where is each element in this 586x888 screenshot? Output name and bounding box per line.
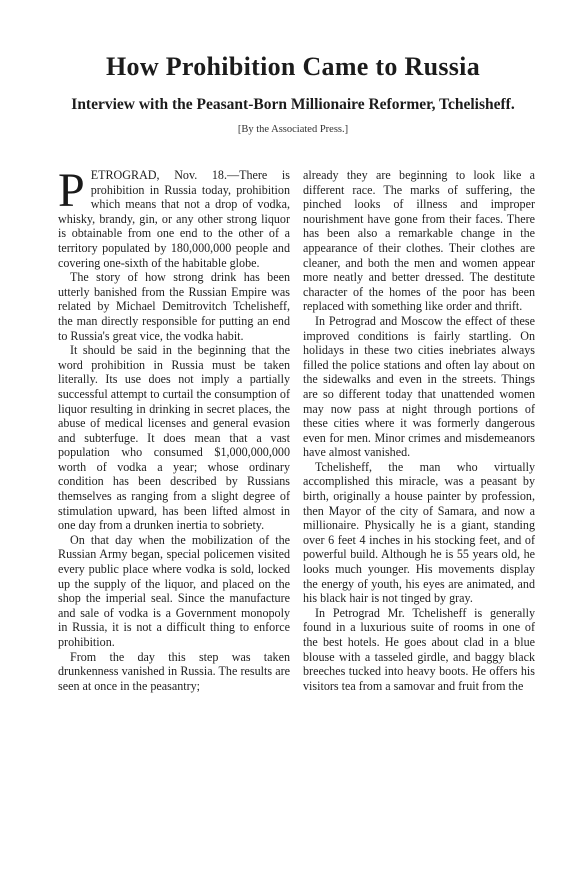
paragraph: already they are beginning to look like a different race. The marks of suffering, the pinched looks of illness and improper nourishment have gone from their faces. There has been also a remarkable change in the appearance of their clothes. Their clothes are cleaner, and both the men and women appear more neatly and better dressed. The destitute character of the homes of the poor has been replaced with something like order and thrift. — [303, 168, 535, 314]
paragraph: From the day this step was taken drunkenness vanished in Russia. The results are seen at once in the peasantry; — [58, 649, 290, 693]
left-column — [58, 164, 290, 693]
paragraph: Tchelisheff, the man who virtually accomplished this miracle, was a peasant by birth, originally a house painter by profession, then Mayor of the city of Samara, and now a millionaire. Physically he is a giant, standing over 6 feet 4 inches in his stocking feet, and of powerful build. Although he is 55 years old, he looks much younger. His movements display the energy of youth, his eyes are animated, and his black hair is not tinged by gray. — [303, 459, 535, 606]
paragraph: In Petrograd and Moscow the effect of these improved conditions is fairly startling. On holidays in these two cities inebriates always filled the police stations and often lay about on the sidewalks and even in the streets. Things are so different today that unattended women may now pass at night through portions of these cities where it was formerly dangerous even for men. Minor crimes and misdemeanors have almost vanished. — [303, 313, 535, 460]
paragraph — [58, 164, 290, 270]
paragraph: In Petrograd Mr. Tchelisheff is generally found in a luxurious suite of rooms in one of the best hotels. He goes about clad in a blue blouse with a tasseled girdle, and baggy black breeches tucked into heavy boots. He offers his visitors tea from a samovar and fruit from the — [303, 605, 535, 693]
paragraph: On that day when the mobilization of the Russian Army began, special policemen visited every public place where vodka is sold, locked up the supply of the liquor, and placed on the shop the imperial seal. Since the manufacture and sale of vodka is a Government monopoly in Russia, it is not a difficult thing to enforce prohibition. — [58, 532, 290, 649]
paragraph: The story of how strong drink has been utterly banished from the Russian Empire was related by Michael Demitrovitch Tchelisheff, the man directly responsible for putting an end to Russia's great vice, the vodka habit. — [58, 270, 290, 343]
article-byline: [By the Associated Press.] — [237, 124, 349, 135]
paragraph: It should be said in the beginning that the word prohibition in Russia must be taken literally. Its use does not imply a partially successful attempt to curtail the consumption of liquor resulting in drinking in secret places, the abuse of medical licenses and general evasion and subterfuge. It does mean that a vast population who consumed $1,000,000,000 worth of vodka a year; whose ordinary condition has been described by Russians themselves as ranging from a slight degree of stimulation upward, has been lifted almost in one day from a drunken inertia to sobriety. — [58, 343, 290, 533]
right-column — [303, 168, 535, 693]
drop-cap: P — [58, 164, 85, 217]
article-subtitle: Interview with the Peasant-Born Millionaire Reformer, Tchelisheff. — [71, 96, 515, 113]
paragraph-text: ETROGRAD, Nov. 18.—There is prohibition in Russia today, prohibition which means that not a drop of vodka, whisky, brandy, gin, or any other strong liquor is obtainable from one end to the other of a territory populated by 180,000,000 people and covering one-sixth of the habitable globe. — [58, 168, 290, 270]
article-title: How Prohibition Came to Russia — [106, 52, 480, 81]
